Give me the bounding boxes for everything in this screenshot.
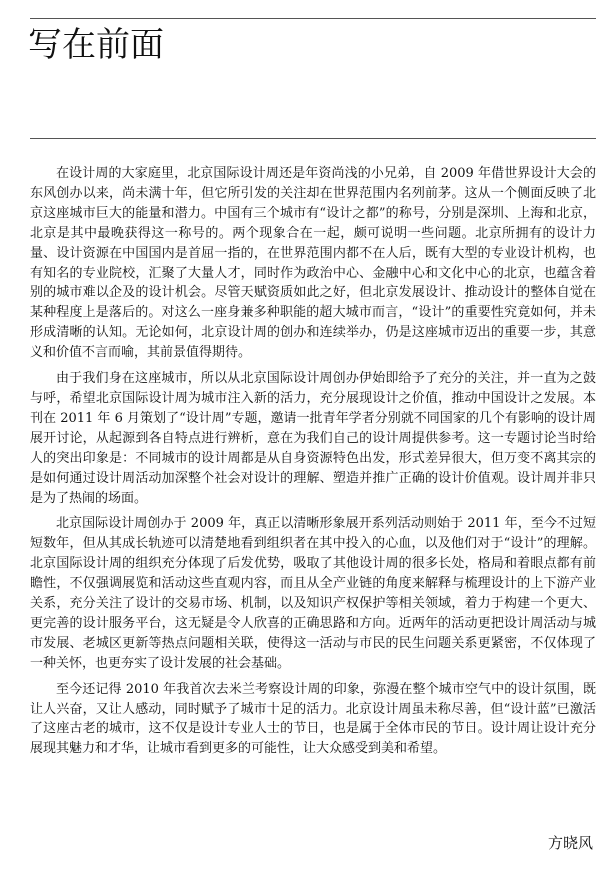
- top-divider: [30, 18, 596, 19]
- paragraph-4: 至今还记得 2010 年我首次去米兰考察设计周的印象，弥漫在整个城市空气中的设计氛围，既让人兴奋，又让人感动，同时赋予了城市十足的活力。北京设计周虽未称尽善，但“设计蓝”已激活了这座古老的城市，这不仅是设计专业人士的节日，也是属于全体市民的节日。设计周让设计充分展现其魅力和才华，让城市看到更多的可能性，让大众感受到美和希望。: [30, 681, 596, 757]
- paragraph-2: 由于我们身在这座城市，所以从北京国际设计周创办伊始即给予了充分的关注，并一直为之鼓与呼，希望北京国际设计周为城市注入新的活力，充分展现设计之价值，推动中国设计之发展。本刊在 2011 年 6 月策划了“设计周”专题，邀请一批青年学者分别就不同国家的几个有影响的设计周展开讨论，从起源到各自特点进行辨析，意在为我们自己的设计周提供参考。这一专题讨论当时给人的突出印象是：不同城市的设计周都是从自身资源特色出发，形式差异很大，但万变不离其宗的是如何通过设计周活动加深整个社会对设计的理解、塑造并推广正确的设计价值观。设计周并非只是为了热闹的场面。: [30, 371, 596, 506]
- paragraph-1: 在设计周的大家庭里，北京国际设计周还是年资尚浅的小兄弟，自 2009 年借世界设计大会的东风创办以来，尚未满十年，但它所引发的关注却在世界范围内名列前茅。这从一个侧面反映了北京这座城市巨大的能量和潜力。中国有三个城市有“设计之都”的称号，分别是深圳、上海和北京，北京是其中最晚获得这一称号的。两个现象合在一起，颇可说明一些问题。北京所拥有的设计力量、设计资源在中国国内是首屈一指的，在世界范围内都不在人后，既有大型的专业设计机构，也有知名的专业院校，汇聚了大量人才，同时作为政治中心、金融中心和文化中心的北京，也蕴含着别的城市难以企及的设计机会。尽管天赋资质如此之好，但北京发展设计、推动设计的整体自觉在某种程度上是落后的。对这么一座身兼多种职能的超大城市而言，“设计”的重要性究竟如何，并未形成清晰的认知。无论如何，北京设计周的创办和连续举办，仍是这座城市迈出的重要一步，其意义和价值不言而喻，其前景值得期待。: [30, 166, 596, 361]
- body-text: [30, 164, 596, 765]
- page-title: 写在前面: [28, 25, 164, 65]
- paragraph-3: 北京国际设计周创办于 2009 年，真正以清晰形象展开系列活动则始于 2011 年，至今不过短短数年，但从其成长轨迹可以清楚地看到组织者在其中投入的心血，以及他们对于“设计”的理解。北京国际设计周的组织充分体现了后发优势，吸取了其他设计周的很多长处，格局和着眼点都有前瞻性，不仅强调展览和活动这些直观内容，而且从全产业链的角度来解释与梳理设计的上下游产业关系，充分关注了设计的交易市场、机制，以及知识产权保护等相关领域，着力于构建一个更大、更完善的设计服务平台，这无疑是令人欣喜的正确思路和方向。近两年的活动更把设计周活动与城市发展、老城区更新等热点问题相关联，使得这一活动与市民的民生问题关系更紧密，不仅体现了一种关怀，也更夯实了设计发展的社会基础。: [30, 516, 596, 671]
- author-signature: 方晓风: [547, 834, 593, 852]
- title-divider: [30, 138, 596, 139]
